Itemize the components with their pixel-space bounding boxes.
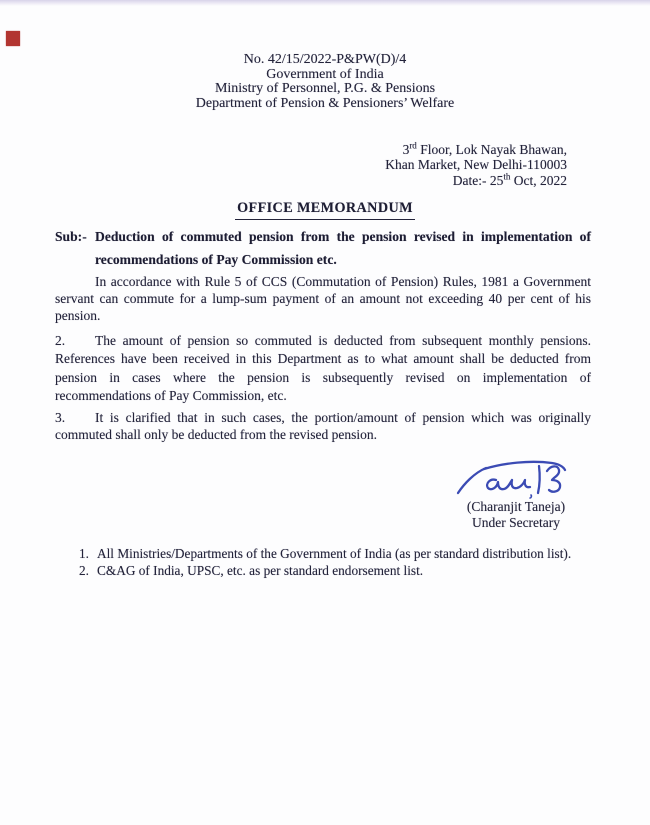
paragraph-line: 3. It is clarified that in such cases, the portion/amount of pension which was originally [55, 410, 591, 425]
subject-label: Sub:- [55, 229, 87, 244]
paragraph-line: pension in cases where the pension is subsequently revised on implementation of [55, 369, 591, 385]
org-line-department: Department of Pension & Pensioners’ Welfare [195, 95, 455, 111]
address-line-floor: 3rd Floor, Lok Nayak Bhawan, [402, 140, 567, 157]
list-item-text: C&AG of India, UPSC, etc. as per standard endorsement list. [97, 562, 424, 578]
date-line: Date:- 25th Oct, 2022 [452, 171, 567, 188]
paragraph-number: 3. [55, 410, 66, 425]
paragraph-1 [55, 273, 591, 325]
list-item-number: 2. [79, 562, 89, 578]
address-line-city: Khan Market, New Delhi-110003 [385, 157, 567, 173]
paragraph-number: 2. [55, 333, 66, 348]
paragraph-line: recommendations of Pay Commission, etc. [55, 387, 287, 403]
paragraph-line: 2. The amount of pension so commuted is deducted from subsequent monthly pensions. [55, 332, 591, 350]
subject-block [55, 226, 591, 271]
letterhead [0, 53, 650, 111]
address-block [385, 142, 567, 188]
org-line-ministry: Ministry of Personnel, P.G. & Pensions [214, 81, 436, 97]
red-corner-mark [6, 31, 20, 46]
paragraph-line: servant can commute for a lump-sum payment of an amount not exceeding 40 per cent of his [55, 291, 591, 307]
signature-block [424, 458, 608, 532]
paragraph-line: In accordance with Rule 5 of CCS (Commutation of Pension) Rules, 1981 a Government [95, 274, 591, 289]
paragraph-3 [55, 409, 591, 443]
scan-edge-artifact [0, 0, 650, 6]
subject-line: recommendations of Pay Commission etc. [95, 251, 337, 267]
memo-heading-row [0, 199, 650, 220]
paragraph-line: commuted shall only be deducted from the revised pension. [55, 427, 378, 443]
paragraph-line: pension. [55, 308, 101, 324]
signatory-name: (Charanjit Taneja) [466, 499, 566, 514]
list-item [79, 563, 619, 580]
signatory-designation: Under Secretary [471, 515, 561, 531]
ordinal-superscript: rd [409, 140, 417, 151]
reference-number: No. 42/15/2022-P&PW(D)/4 [243, 52, 407, 67]
subject-line: Deduction of commuted pension from the pension revised in implementation of [95, 229, 591, 244]
signature-ink-image [450, 458, 582, 501]
subject-text [95, 226, 591, 271]
paragraph-2 [55, 332, 591, 405]
ordinal-superscript: th [503, 171, 511, 182]
list-item-text: All Ministries/Departments of the Government of India (as per standard distribution list). [97, 546, 572, 561]
list-item-number: 1. [79, 546, 89, 561]
paragraph-line: References have been received in this Department as to what amount shall be deducted from [55, 351, 591, 367]
memo-heading: OFFICE MEMORANDUM [235, 200, 415, 220]
org-line-govt: Government of India [266, 66, 384, 82]
distribution-list [79, 546, 619, 579]
list-item [79, 546, 619, 563]
